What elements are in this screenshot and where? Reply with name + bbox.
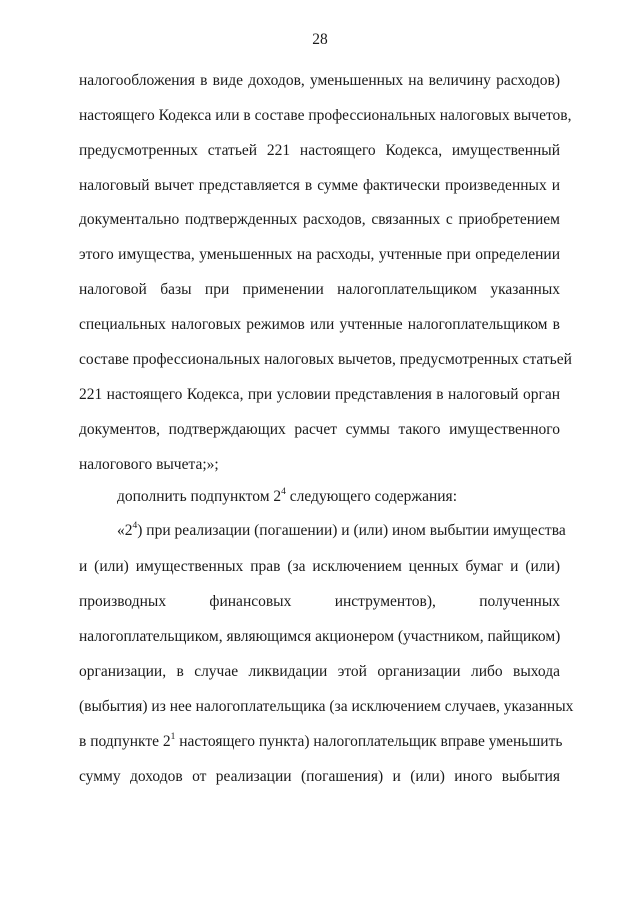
text-line: налоговой базы при применении налогоплательщиком указанных — [79, 281, 560, 298]
text-fragment: в подпункте 2 — [79, 733, 171, 750]
text-fragment: «2 — [117, 522, 133, 539]
text-fragment: настоящего пункта) налогоплательщик вправе уменьшить — [175, 733, 563, 750]
text-line: и (или) имущественных прав (за исключением ценных бумаг и (или) — [79, 558, 560, 575]
text-line: 221 настоящего Кодекса, при условии представления в налоговый орган — [79, 386, 560, 403]
text-line: налогообложения в виде доходов, уменьшенных на величину расходов) — [79, 72, 560, 89]
subparagraph-start — [117, 520, 566, 540]
text-line: налогового вычета;»; — [79, 456, 219, 473]
amendment-instruction — [117, 488, 560, 506]
text-line: документов, подтверждающих расчет суммы такого имущественного — [79, 421, 560, 438]
instruction-text: следующего содержания: — [285, 488, 457, 505]
text-line: производных финансовых инструментов), полученных — [79, 593, 560, 610]
superscript: 4 — [132, 520, 138, 531]
text-line: этого имущества, уменьшенных на расходы, учтенные при определении — [79, 246, 560, 263]
text-line: сумму доходов от реализации (погашения) и (или) иного выбытия — [79, 768, 560, 785]
page-number: 28 — [312, 31, 328, 48]
text-line — [79, 731, 563, 751]
text-line: налоговый вычет представляется в сумме фактически произведенных и — [79, 177, 560, 194]
superscript: 1 — [170, 731, 176, 742]
text-line: специальных налоговых режимов или учтенные налогоплательщиком в — [79, 316, 560, 333]
text-line: составе профессиональных налоговых вычетов, предусмотренных статьей — [79, 351, 572, 368]
text-line: налогоплательщиком, являющимся акционером (участником, пайщиком) — [79, 628, 561, 645]
text-line: документально подтвержденных расходов, связанных с приобретением — [79, 211, 560, 228]
text-line: настоящего Кодекса или в составе профессиональных налоговых вычетов, — [79, 107, 572, 124]
text-line: организации, в случае ликвидации этой организации либо выхода — [79, 663, 560, 680]
text-fragment: ) при реализации (погашении) и (или) ином выбытии имущества — [137, 522, 566, 539]
superscript: 4 — [281, 486, 286, 497]
instruction-text: дополнить подпунктом 2 — [117, 488, 282, 505]
text-line: предусмотренных статьей 221 настоящего Кодекса, имущественный — [79, 142, 560, 159]
text-line: (выбытия) из нее налогоплательщика (за исключением случаев, указанных — [79, 698, 574, 715]
